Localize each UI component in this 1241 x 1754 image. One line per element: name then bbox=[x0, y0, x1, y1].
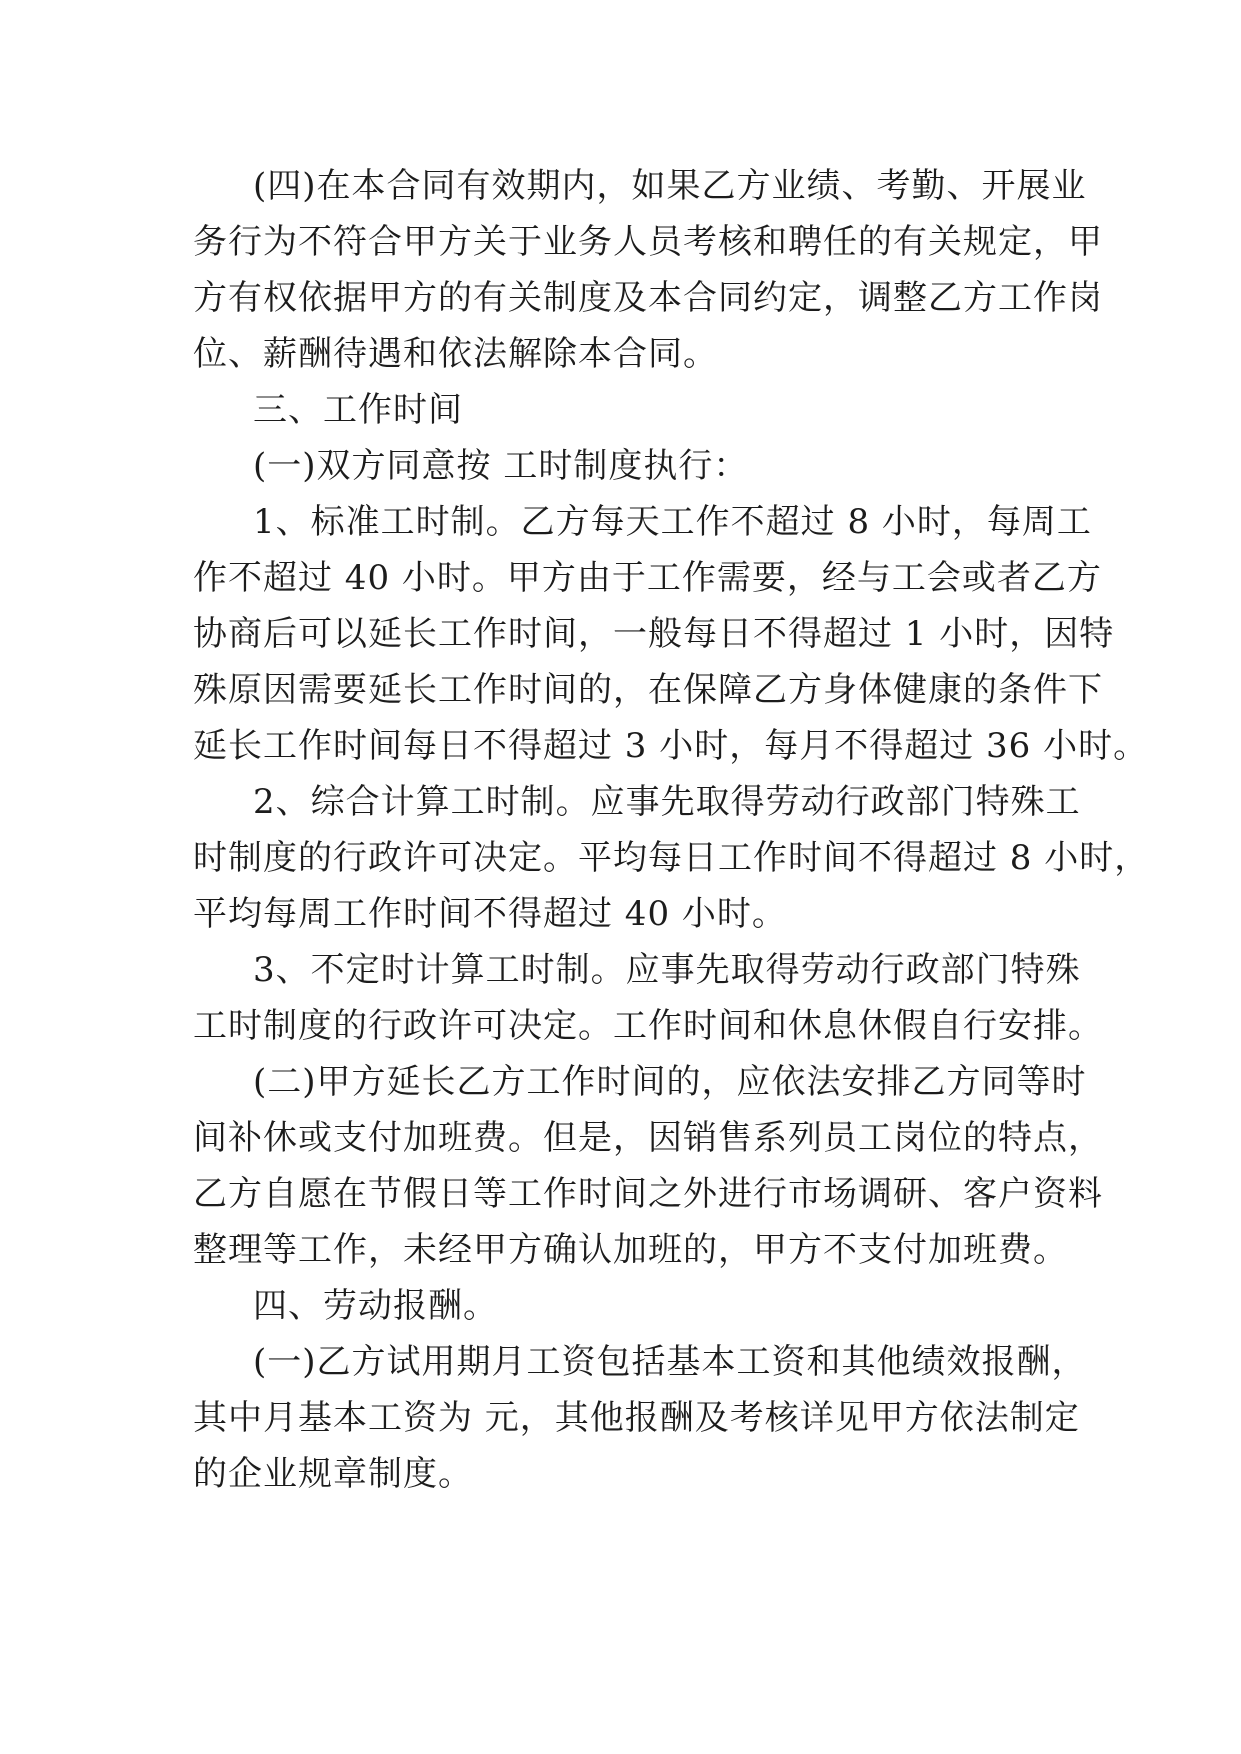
paragraph-line: 整理等工作，未经甲方确认加班的，甲方不支付加班费。 bbox=[193, 1230, 1068, 1270]
paragraph-line: 乙方自愿在节假日等工作时间之外进行市场调研、客户资料 bbox=[193, 1174, 1103, 1214]
paragraph-line: 延长工作时间每日不得超过 3 小时，每月不得超过 36 小时。 bbox=[193, 726, 1149, 766]
paragraph-line: 协商后可以延长工作时间，一般每日不得超过 1 小时，因特 bbox=[193, 614, 1115, 654]
contract-body bbox=[193, 158, 1150, 1502]
paragraph-line: 1、标准工时制。乙方每天工作不超过 8 小时，每周工 bbox=[253, 502, 1092, 542]
paragraph-line: 3、不定时计算工时制。应事先取得劳动行政部门特殊 bbox=[253, 950, 1081, 990]
paragraph-line: 平均每周工作时间不得超过 40 小时。 bbox=[193, 894, 787, 934]
paragraph-line: 其中月基本工资为 元，其他报酬及考核详见甲方依法制定 bbox=[193, 1398, 1080, 1438]
paragraph-line: 时制度的行政许可决定。平均每日工作时间不得超过 8 小时， bbox=[193, 838, 1150, 878]
paragraph-line: 2、综合计算工时制。应事先取得劳动行政部门特殊工 bbox=[253, 782, 1081, 822]
paragraph-line: (一)乙方试用期月工资包括基本工资和其他绩效报酬， bbox=[253, 1342, 1087, 1382]
paragraph-line: 务行为不符合甲方关于业务人员考核和聘任的有关规定，甲 bbox=[193, 222, 1103, 262]
section-heading: 三、工作时间 bbox=[253, 390, 463, 430]
paragraph-line: (四)在本合同有效期内，如果乙方业绩、考勤、开展业 bbox=[253, 166, 1087, 206]
paragraph-line: 作不超过 40 小时。甲方由于工作需要，经与工会或者乙方 bbox=[193, 558, 1102, 598]
paragraph-line: (二)甲方延长乙方工作时间的，应依法安排乙方同等时 bbox=[253, 1062, 1087, 1102]
paragraph-line: 工时制度的行政许可决定。工作时间和休息休假自行安排。 bbox=[193, 1006, 1103, 1046]
paragraph-line: 间补休或支付加班费。但是，因销售系列员工岗位的特点， bbox=[193, 1118, 1103, 1158]
paragraph-line: 位、薪酬待遇和依法解除本合同。 bbox=[193, 334, 718, 374]
paragraph-line: 方有权依据甲方的有关制度及本合同约定，调整乙方工作岗 bbox=[193, 278, 1103, 318]
section-heading: 四、劳动报酬。 bbox=[253, 1286, 498, 1326]
paragraph-line: 殊原因需要延长工作时间的，在保障乙方身体健康的条件下 bbox=[193, 670, 1103, 710]
paragraph-line: 的企业规章制度。 bbox=[193, 1454, 473, 1494]
paragraph-line: (一)双方同意按 工时制度执行： bbox=[253, 446, 749, 486]
